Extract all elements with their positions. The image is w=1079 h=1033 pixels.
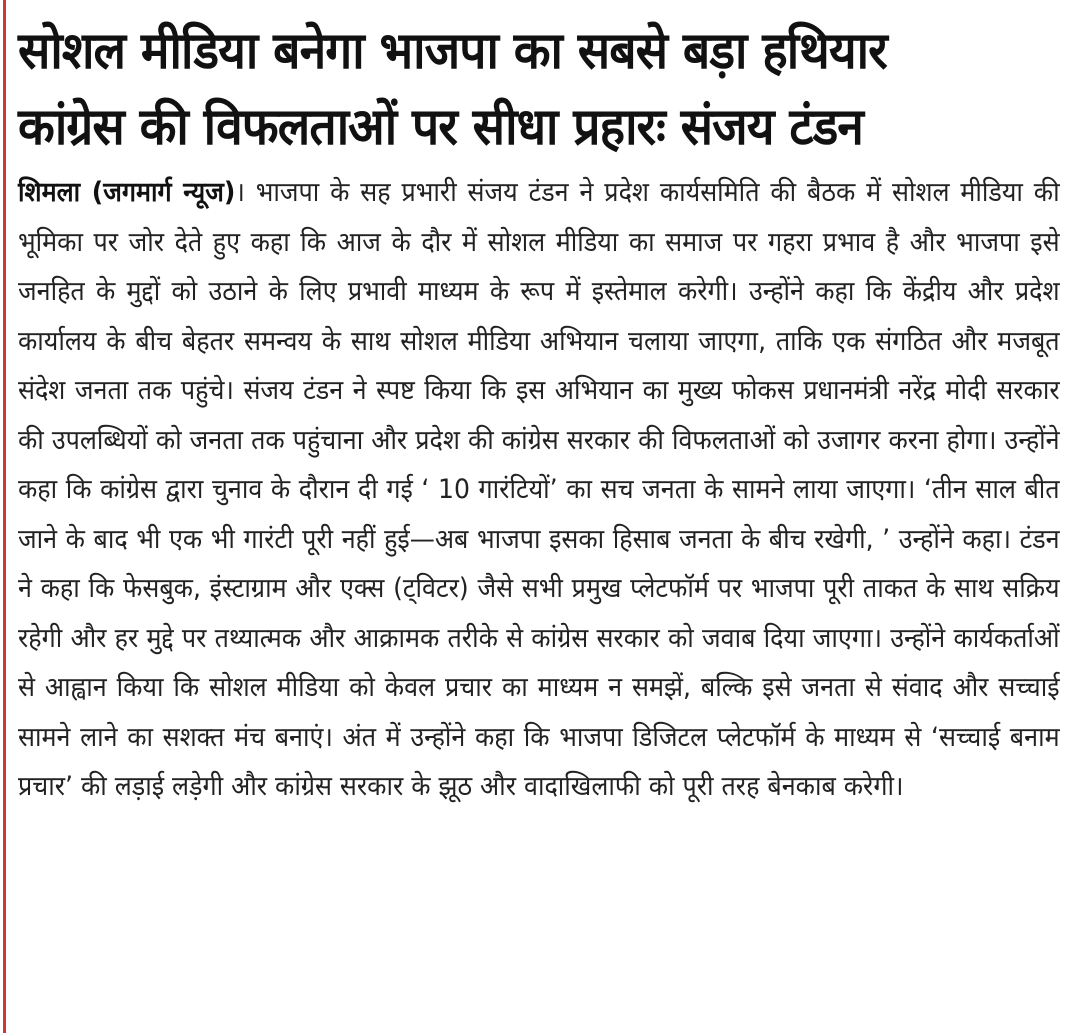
- article-body: [18, 168, 1060, 812]
- article-body-text: । भाजपा के सह प्रभारी संजय टंडन ने प्रदेश कार्यसमिति की बैठक में सोशल मीडिया की भूमिका पर जोर देते हुए कहा कि आज के दौर में सोशल मीडिया का समाज पर गहरा प्रभाव है और भाजपा इसे जनहित के मुद्दों को उठाने के लिए प्रभावी माध्यम के रूप में इस्तेमाल करेगी। उन्होंने कहा कि केंद्रीय और प्रदेश कार्यालय के बीच बेहतर समन्वय के साथ सोशल मीडिया अभियान चलाया जाएगा, ताकि एक संगठित और मजबूत संदेश जनता तक पहुंचे। संजय टंडन ने स्पष्ट किया कि इस अभियान का मुख्य फोकस प्रधानमंत्री नरेंद्र मोदी सरकार की उपलब्धियों को जनता तक पहुंचाना और प्रदेश की कांग्रेस सरकार की विफलताओं को उजागर करना होगा। उन्होंने कहा कि कांग्रेस द्वारा चुनाव के दौरान दी गई ‘ 10 गारंटियों’ का सच जनता के सामने लाया जाएगा। ‘तीन साल बीत जाने के बाद भी एक भी गारंटी पूरी नहीं हुई—अब भाजपा इसका हिसाब जनता के बीच रखेगी, ’ उन्होंने कहा। टंडन ने कहा कि फेसबुक, इंस्टाग्राम और एक्स (ट्विटर) जैसे सभी प्रमुख प्लेटफॉर्म पर भाजपा पूरी ताकत के साथ सक्रिय रहेगी और हर मुद्दे पर तथ्यात्मक और आक्रामक तरीके से कांग्रेस सरकार को जवाब दिया जाएगा। उन्होंने कार्यकर्ताओं से आह्वान किया कि सोशल मीडिया को केवल प्रचार का माध्यम न समझें, बल्कि इसे जनता से संवाद और सच्चाई सामने लाने का सशक्त मंच बनाएं। अंत में उन्होंने कहा कि भाजपा डिजिटल प्लेटफॉर्म के माध्यम से ‘सच्चाई बनाम प्रचार’ की लड़ाई लड़ेगी और कांग्रेस सरकार के झूठ और वादाखिलाफी को पूरी तरह बेनकाब करेगी।: [18, 177, 1060, 802]
- news-article: [18, 14, 1064, 812]
- headline-line-2: कांग्रेस की विफलताओं पर सीधा प्रहारः संजय टंडन: [18, 98, 863, 157]
- headline-line-1: सोशल मीडिया बनेगा भाजपा का सबसे बड़ा हथियार: [18, 22, 887, 81]
- dateline: शिमला (जगमार्ग न्यूज): [18, 177, 236, 208]
- left-margin-rule: [3, 0, 6, 1033]
